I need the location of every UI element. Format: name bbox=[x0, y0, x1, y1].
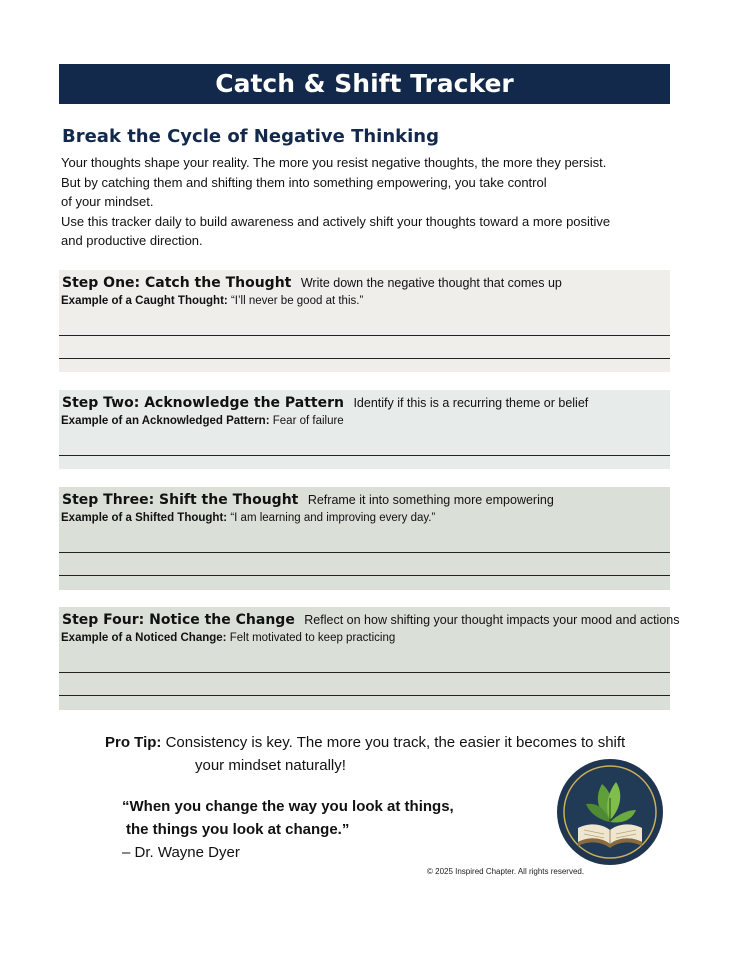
step-title: Step Four: Notice the Change bbox=[62, 612, 295, 628]
pro-tip-text: Consistency is key. The more you track, the easier it becomes to shift bbox=[165, 734, 626, 751]
writing-line[interactable] bbox=[59, 575, 670, 576]
page-title: Catch & Shift Tracker bbox=[215, 69, 514, 98]
book-with-leaves-icon bbox=[556, 758, 664, 866]
step-title: Step One: Catch the Thought bbox=[62, 275, 292, 291]
step-title: Step Three: Shift the Thought bbox=[62, 492, 299, 508]
example-label: Example of a Noticed Change: bbox=[61, 632, 227, 644]
step-one-section bbox=[59, 270, 670, 372]
step-example bbox=[61, 295, 363, 307]
pro-tip-label: Pro Tip: bbox=[105, 734, 162, 751]
writing-line[interactable] bbox=[59, 358, 670, 359]
intro-text bbox=[61, 153, 661, 251]
step-example bbox=[61, 632, 395, 644]
pro-tip-text: your mindset naturally! bbox=[195, 757, 346, 774]
example-label: Example of a Caught Thought: bbox=[61, 295, 228, 307]
intro-line: But by catching them and shifting them into something empowering, you take control bbox=[61, 174, 547, 190]
quote-author: – Dr. Wayne Dyer bbox=[122, 844, 240, 861]
step-description: Reframe it into something more empowering bbox=[307, 493, 554, 507]
intro-line: Your thoughts shape your reality. The more you resist negative thoughts, the more they persist. bbox=[61, 155, 607, 170]
copyright-text: © 2025 Inspired Chapter. All rights reserved. bbox=[427, 867, 585, 876]
quote-line: “When you change the way you look at things, bbox=[122, 798, 454, 815]
example-value: “I am learning and improving every day.” bbox=[230, 512, 436, 524]
writing-line[interactable] bbox=[59, 672, 670, 673]
step-two-section bbox=[59, 390, 670, 469]
writing-line[interactable] bbox=[59, 455, 670, 456]
writing-line[interactable] bbox=[59, 695, 670, 696]
writing-line[interactable] bbox=[59, 335, 670, 336]
example-value: “I’ll never be good at this.” bbox=[230, 295, 364, 307]
step-title: Step Two: Acknowledge the Pattern bbox=[62, 395, 344, 411]
step-description: Write down the negative thought that comes up bbox=[300, 276, 562, 290]
intro-line: and productive direction. bbox=[61, 233, 203, 249]
example-value: Fear of failure bbox=[272, 415, 344, 427]
intro-line: of your mindset. bbox=[61, 194, 154, 210]
quote-block bbox=[122, 795, 454, 864]
example-value: Felt motivated to keep practicing bbox=[229, 632, 396, 644]
step-three-section bbox=[59, 487, 670, 590]
step-example bbox=[61, 415, 344, 427]
page-title-bar bbox=[59, 64, 670, 104]
step-four-section bbox=[59, 607, 680, 710]
quote-line: the things you look at change.” bbox=[126, 821, 350, 838]
step-description: Identify if this is a recurring theme or belief bbox=[353, 396, 589, 410]
writing-line[interactable] bbox=[59, 552, 670, 553]
intro-line: Use this tracker daily to build awareness and actively shift your thoughts toward a more positive bbox=[61, 213, 611, 229]
example-label: Example of an Acknowledged Pattern: bbox=[61, 415, 270, 427]
section-heading: Break the Cycle of Negative Thinking bbox=[62, 126, 440, 147]
step-example bbox=[61, 512, 435, 524]
example-label: Example of a Shifted Thought: bbox=[61, 512, 228, 524]
step-description: Reflect on how shifting your thought impacts your mood and actions bbox=[304, 613, 680, 627]
